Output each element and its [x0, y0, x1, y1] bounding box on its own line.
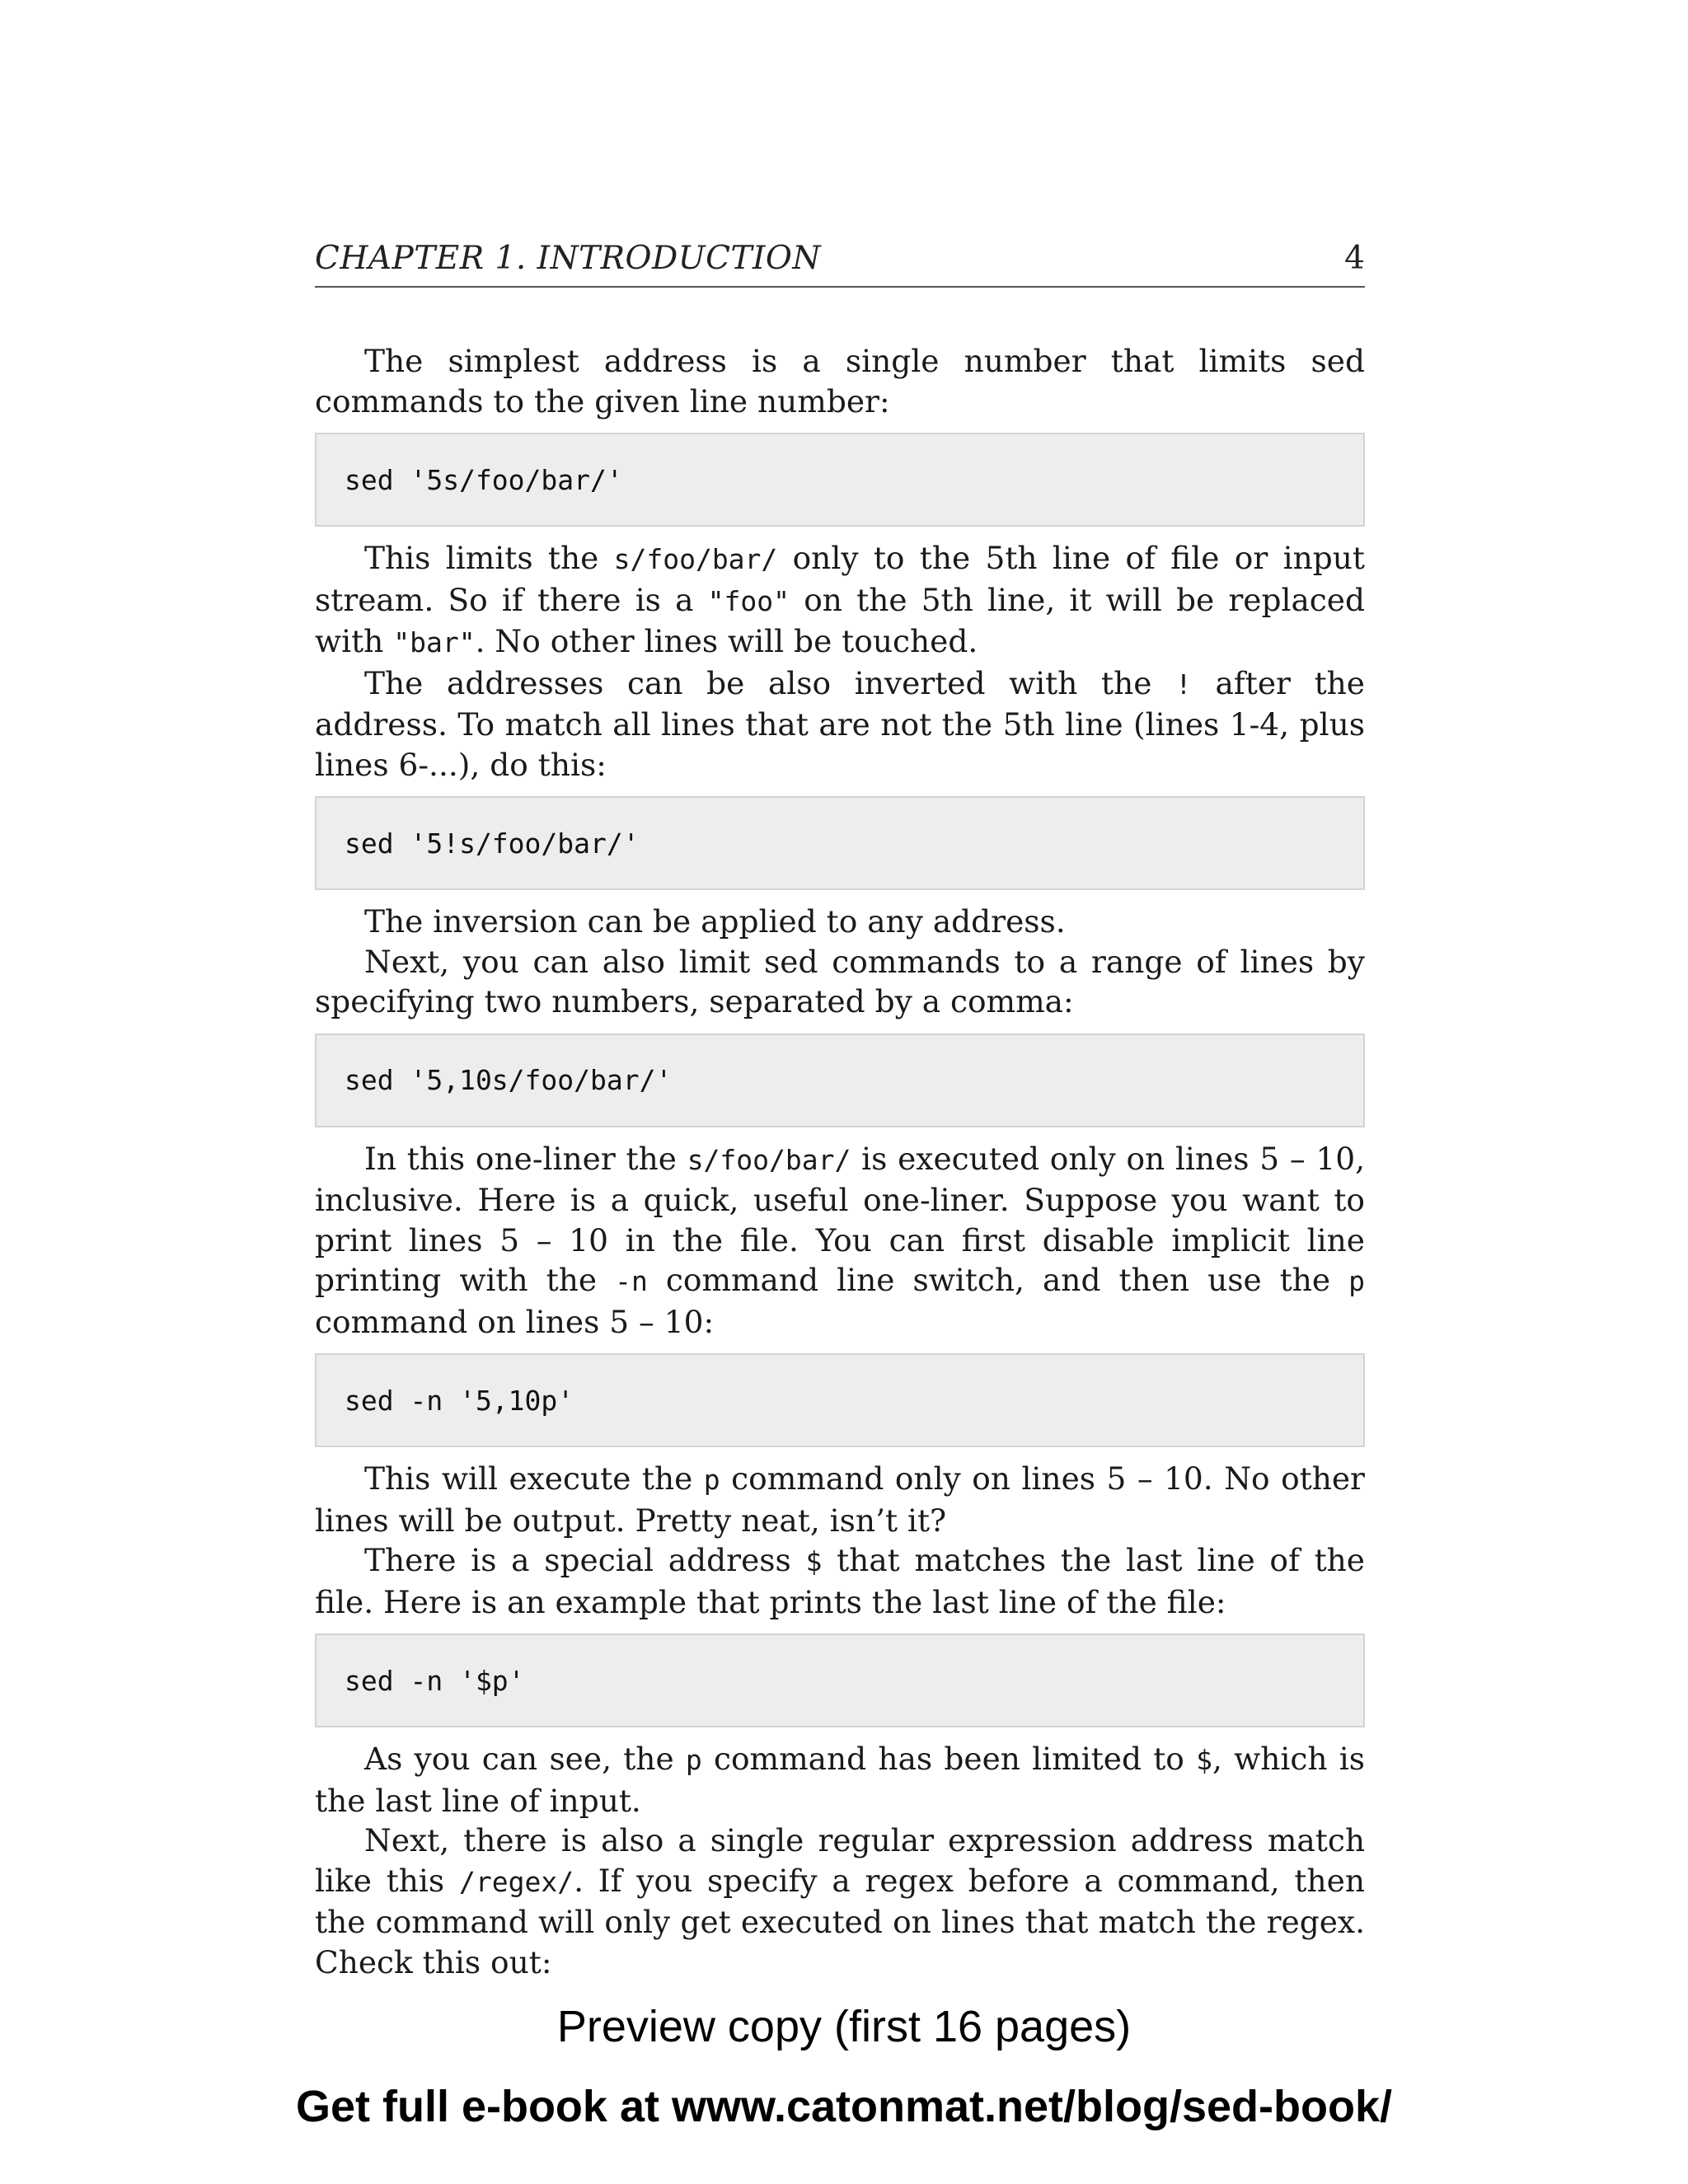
text-run: Next, there is also a single regular expression address match like this — [315, 1822, 1365, 1899]
inline-code: s/foo/bar/ — [687, 1143, 851, 1176]
text-run: The addresses can be also inverted with the — [364, 664, 1176, 701]
inline-code: $ — [805, 1545, 823, 1577]
chapter-title: CHAPTER 1. INTRODUCTION — [315, 240, 821, 277]
inline-code: p — [685, 1744, 702, 1776]
text-run: . If you specify a regex before a command, then the command will only get executed on lines that match the regex. Check this out: — [315, 1862, 1365, 1980]
preview-notice: Preview copy (first 16 pages) — [556, 2002, 1132, 2051]
text-run: command on lines 5 – 10: — [315, 1303, 715, 1340]
paragraph-regex-address — [315, 1821, 1365, 1982]
inline-code: p — [703, 1464, 720, 1496]
running-header — [315, 240, 1365, 288]
paragraph-print-explanation — [315, 1459, 1365, 1540]
inline-code: p — [1348, 1265, 1365, 1297]
text-run: command line switch, and then use the — [647, 1262, 1349, 1298]
inline-code: -n — [615, 1265, 648, 1297]
text-run: This limits the — [364, 540, 614, 576]
text-run: after the address. To match all lines that are not the 5th line (lines 1-4, plus lines 6-...), do this: — [315, 664, 1365, 783]
code-block: sed '5,10s/foo/bar/' — [315, 1033, 1365, 1127]
text-run: As you can see, the — [364, 1741, 686, 1777]
code-block: sed -n '5,10p' — [315, 1353, 1365, 1447]
page-body — [315, 341, 1365, 1982]
code-block: sed '5!s/foo/bar/' — [315, 796, 1365, 890]
paragraph-range-intro: Next, you can also limit sed commands to a range of lines by specifying two numbers, separated by a comma: — [315, 943, 1365, 1019]
code-block: sed -n '$p' — [315, 1633, 1365, 1727]
inline-code: $ — [1196, 1744, 1212, 1776]
paragraph-inversion-note: The inversion can be applied to any address. — [364, 903, 1066, 940]
paragraph-limits-explanation — [315, 538, 1365, 663]
inline-code: "bar" — [393, 626, 476, 658]
text-run: There is a special address — [364, 1542, 806, 1578]
text-run: that matches the last line of the file. Here is an example that prints the last line of the file: — [315, 1542, 1365, 1620]
inline-code: /regex/ — [458, 1865, 574, 1898]
text-run: is executed only on lines 5 – 10, inclusive. Here is a quick, useful one-liner. Suppose you want to print lines 5 – 10 in the file. You can first disable implicit line printing with the — [315, 1140, 1366, 1298]
paragraph-last-line-address — [315, 1540, 1365, 1622]
inline-code: "foo" — [707, 584, 790, 617]
text-run: command has been limited to — [701, 1741, 1197, 1777]
paragraph-simplest-address: The simplest address is a single number that limits sed commands to the given line number: — [315, 343, 1365, 419]
paragraph-inverted-addresses — [315, 663, 1365, 785]
paragraph-range-explanation — [315, 1139, 1365, 1343]
text-run: , which is the last line of input. — [315, 1741, 1365, 1819]
text-run: only to the 5th line of file or input stream. So if there is a — [315, 540, 1365, 618]
text-run: . No other lines will be touched. — [475, 623, 978, 659]
code-block: sed '5s/foo/bar/' — [315, 433, 1365, 527]
text-run: on the 5th line, it will be replaced with — [315, 581, 1365, 659]
ebook-link-notice: Get full e-book at www.catonmat.net/blog/sed-book/ — [295, 2082, 1393, 2131]
text-run: command only on lines 5 – 10. No other lines will be output. Pretty neat, isn’t it? — [315, 1460, 1365, 1539]
inline-code: s/foo/bar/ — [613, 543, 778, 575]
paragraph-last-line-explanation — [315, 1739, 1365, 1821]
text-run: This will execute the — [364, 1460, 704, 1497]
text-run: In this one-liner the — [364, 1140, 687, 1177]
page-number: 4 — [1344, 240, 1365, 277]
inline-code: ! — [1175, 668, 1192, 701]
